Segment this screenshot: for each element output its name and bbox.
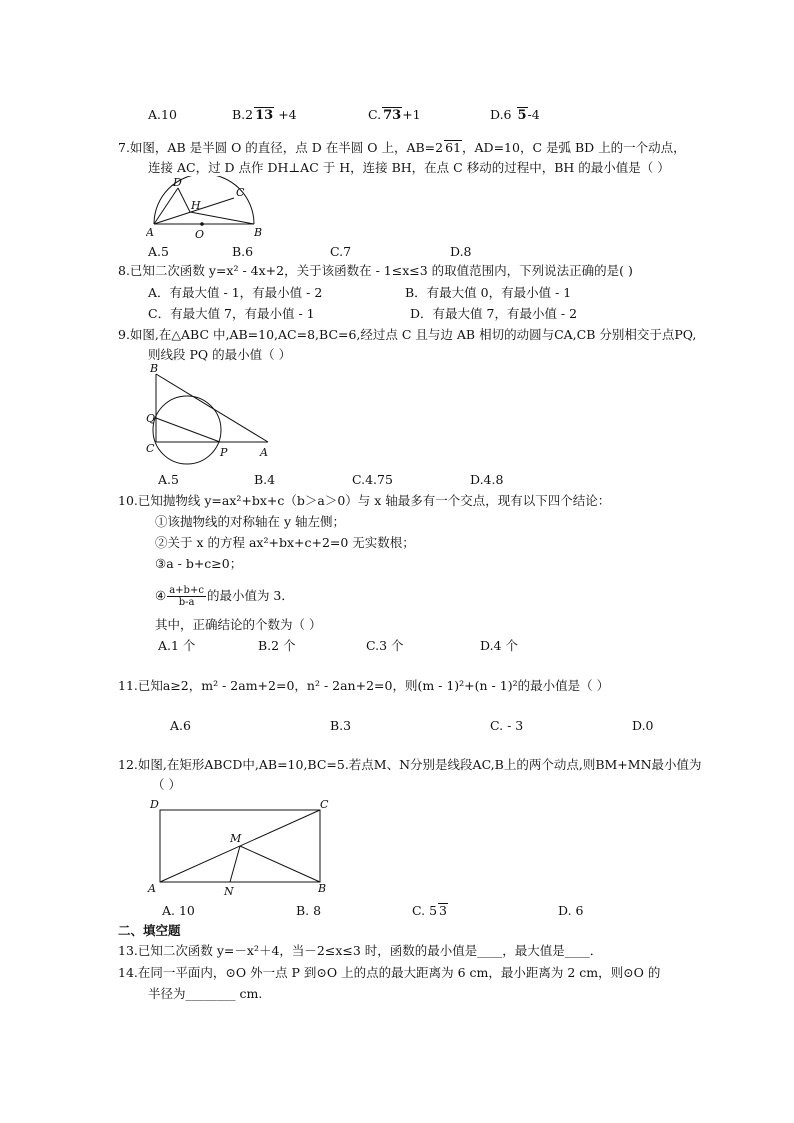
q12-label-b: B — [318, 882, 327, 895]
q7-label-o: O — [195, 228, 205, 241]
q10-statement-1: ①该抛物线的对称轴在 y 轴左侧； — [155, 514, 346, 529]
q8-stem: 8.已知二次函数 y=x² - 4x+2，关于该函数在 - 1≤x≤3 的取值范围内，下列说法正确的是( ) — [118, 263, 633, 278]
q9-option-c: C.4.75 — [352, 472, 393, 487]
q6-option-a: A.10 — [148, 107, 177, 122]
q7-label-d: D — [173, 176, 182, 189]
section-title-fill-in: 二、填空题 — [118, 923, 181, 938]
q11-option-a: A.6 — [170, 718, 191, 733]
q9-triangle-figure — [144, 362, 276, 466]
q12-label-d: D — [150, 798, 159, 811]
q6-option-d: D.6 5-4 — [490, 107, 540, 123]
q11-option-d: D.0 — [632, 718, 654, 733]
q7-semicircle-arc — [154, 176, 254, 224]
q11-stem: 11.已知a≥2，m² - 2am+2=0，n² - 2an+2=0，则(m - 1)²+(n - 1)²的最小值是（ ） — [118, 678, 610, 693]
q9-stem-line2: 则线段 PQ 的最小值（ ） — [148, 347, 292, 362]
q6-option-b: B.2 13 +4 — [232, 107, 297, 123]
q12-option-b: B. 8 — [296, 903, 322, 918]
q10-option-c: C.3 个 — [366, 638, 404, 653]
q7-label-h: H — [191, 199, 201, 212]
q9-label-b: B — [150, 362, 159, 375]
q9-label-a: A — [260, 446, 268, 459]
q8-option-b: B．有最大值 0，有最小值 - 1 — [405, 285, 572, 300]
q10-stem: 10.已知抛物线 y=ax²+bx+c（b＞a＞0）与 x 轴最多有一个交点，现有以下四个结论： — [118, 493, 611, 508]
q13-stem: 13.已知二次函数 y=－x²＋4，当－2≤x≤3 时，函数的最小值是____，最大值是____． — [118, 943, 603, 958]
q12-label-m: M — [230, 832, 242, 845]
q9-label-q: Q — [146, 412, 156, 425]
q10-option-b: B.2 个 — [258, 638, 296, 653]
q12-segment-bm — [240, 846, 320, 882]
q12-stem-line1: 12.如图,在矩形ABCD中,AB=10,BC=5.若点M、N分别是线段AC,B上的两个动点,则BM+MN最小值为 — [118, 757, 702, 772]
q7-option-a: A.5 — [148, 244, 169, 259]
q12-label-c: C — [320, 798, 329, 811]
q7-segment-dh — [178, 188, 190, 212]
q10-option-a: A.1 个 — [158, 638, 196, 653]
q10-statement-3: ③a - b+c≥0； — [155, 556, 243, 571]
q11-option-c: C. - 3 — [490, 718, 524, 733]
q8-option-c: C．有最大值 7，有最小值 - 1 — [148, 306, 315, 321]
q14-stem-line1: 14.在同一平面内，⊙O 外一点 P 到⊙O 上的点的最大距离为 6 cm，最小距离为 2 cm，则⊙O 的 — [118, 965, 661, 980]
q14-stem-line2: 半径为________ cm. — [148, 986, 263, 1001]
q7-option-b: B.6 — [232, 244, 254, 259]
q7-label-c: C — [236, 186, 245, 199]
q7-stem-line1: 7.如图，AB 是半圆 O 的直径，点 D 在半圆 O 上，AB=2 61，AD=10，C 是弧 BD 上的一个动点， — [118, 140, 686, 155]
q12-segment-mn — [230, 846, 240, 882]
q7-segment-bh — [190, 212, 254, 224]
q10-statement-2: ②关于 x 的方程 ax²+bx+c+2=0 无实数根； — [155, 535, 415, 550]
q7-option-d: D.8 — [450, 244, 472, 259]
q7-semicircle-figure — [146, 176, 266, 242]
q12-option-d: D. 6 — [558, 903, 584, 918]
q9-option-b: B.4 — [254, 472, 276, 487]
q11-option-b: B.3 — [330, 718, 352, 733]
q12-option-c: C. 5 3 — [412, 903, 447, 918]
q10-question: 其中，正确结论的个数为（ ） — [155, 617, 322, 632]
q7-center-o — [200, 222, 204, 226]
q9-label-c: C — [146, 442, 155, 455]
q6-option-c: C. 73+1 — [368, 107, 421, 123]
q9-segment-pq — [156, 418, 220, 442]
q12-stem-line2: （ ） — [152, 777, 181, 792]
q9-option-a: A.5 — [158, 472, 179, 487]
q12-rectangle-figure — [146, 796, 336, 900]
q7-stem-line2: 连接 AC，过 D 点作 DH⊥AC 于 H，连接 BH，在点 C 移动的过程中，BH 的最小值是（ ） — [148, 160, 670, 175]
q10-statement-4: ④ $\frac{a+b+c}{b-a}$ 的最小值为 3． — [155, 585, 294, 608]
q12-label-n: N — [224, 885, 234, 898]
q9-label-p: P — [220, 446, 228, 459]
q9-side-ab — [156, 374, 268, 442]
q8-option-d: D．有最大值 7，有最小值 - 2 — [410, 306, 578, 321]
q12-label-a: A — [148, 882, 156, 895]
q8-option-a: A．有最大值 - 1，有最小值 - 2 — [148, 285, 323, 300]
q7-option-c: C.7 — [330, 244, 352, 259]
q10-option-d: D.4 个 — [480, 638, 518, 653]
q7-label-b: B — [254, 226, 263, 239]
q10-fraction: $\frac{a+b+c}{b-a}$ — [169, 585, 204, 608]
q9-stem-line1: 9.如图,在△ABC 中,AB=10,AC=8,BC=6,经过点 C 且与边 AB 相切的动圆与CA,CB 分别相交于点PQ, — [118, 327, 697, 342]
q9-option-d: D.4.8 — [470, 472, 504, 487]
q12-option-a: A. 10 — [162, 903, 195, 918]
q7-label-a: A — [146, 226, 154, 239]
